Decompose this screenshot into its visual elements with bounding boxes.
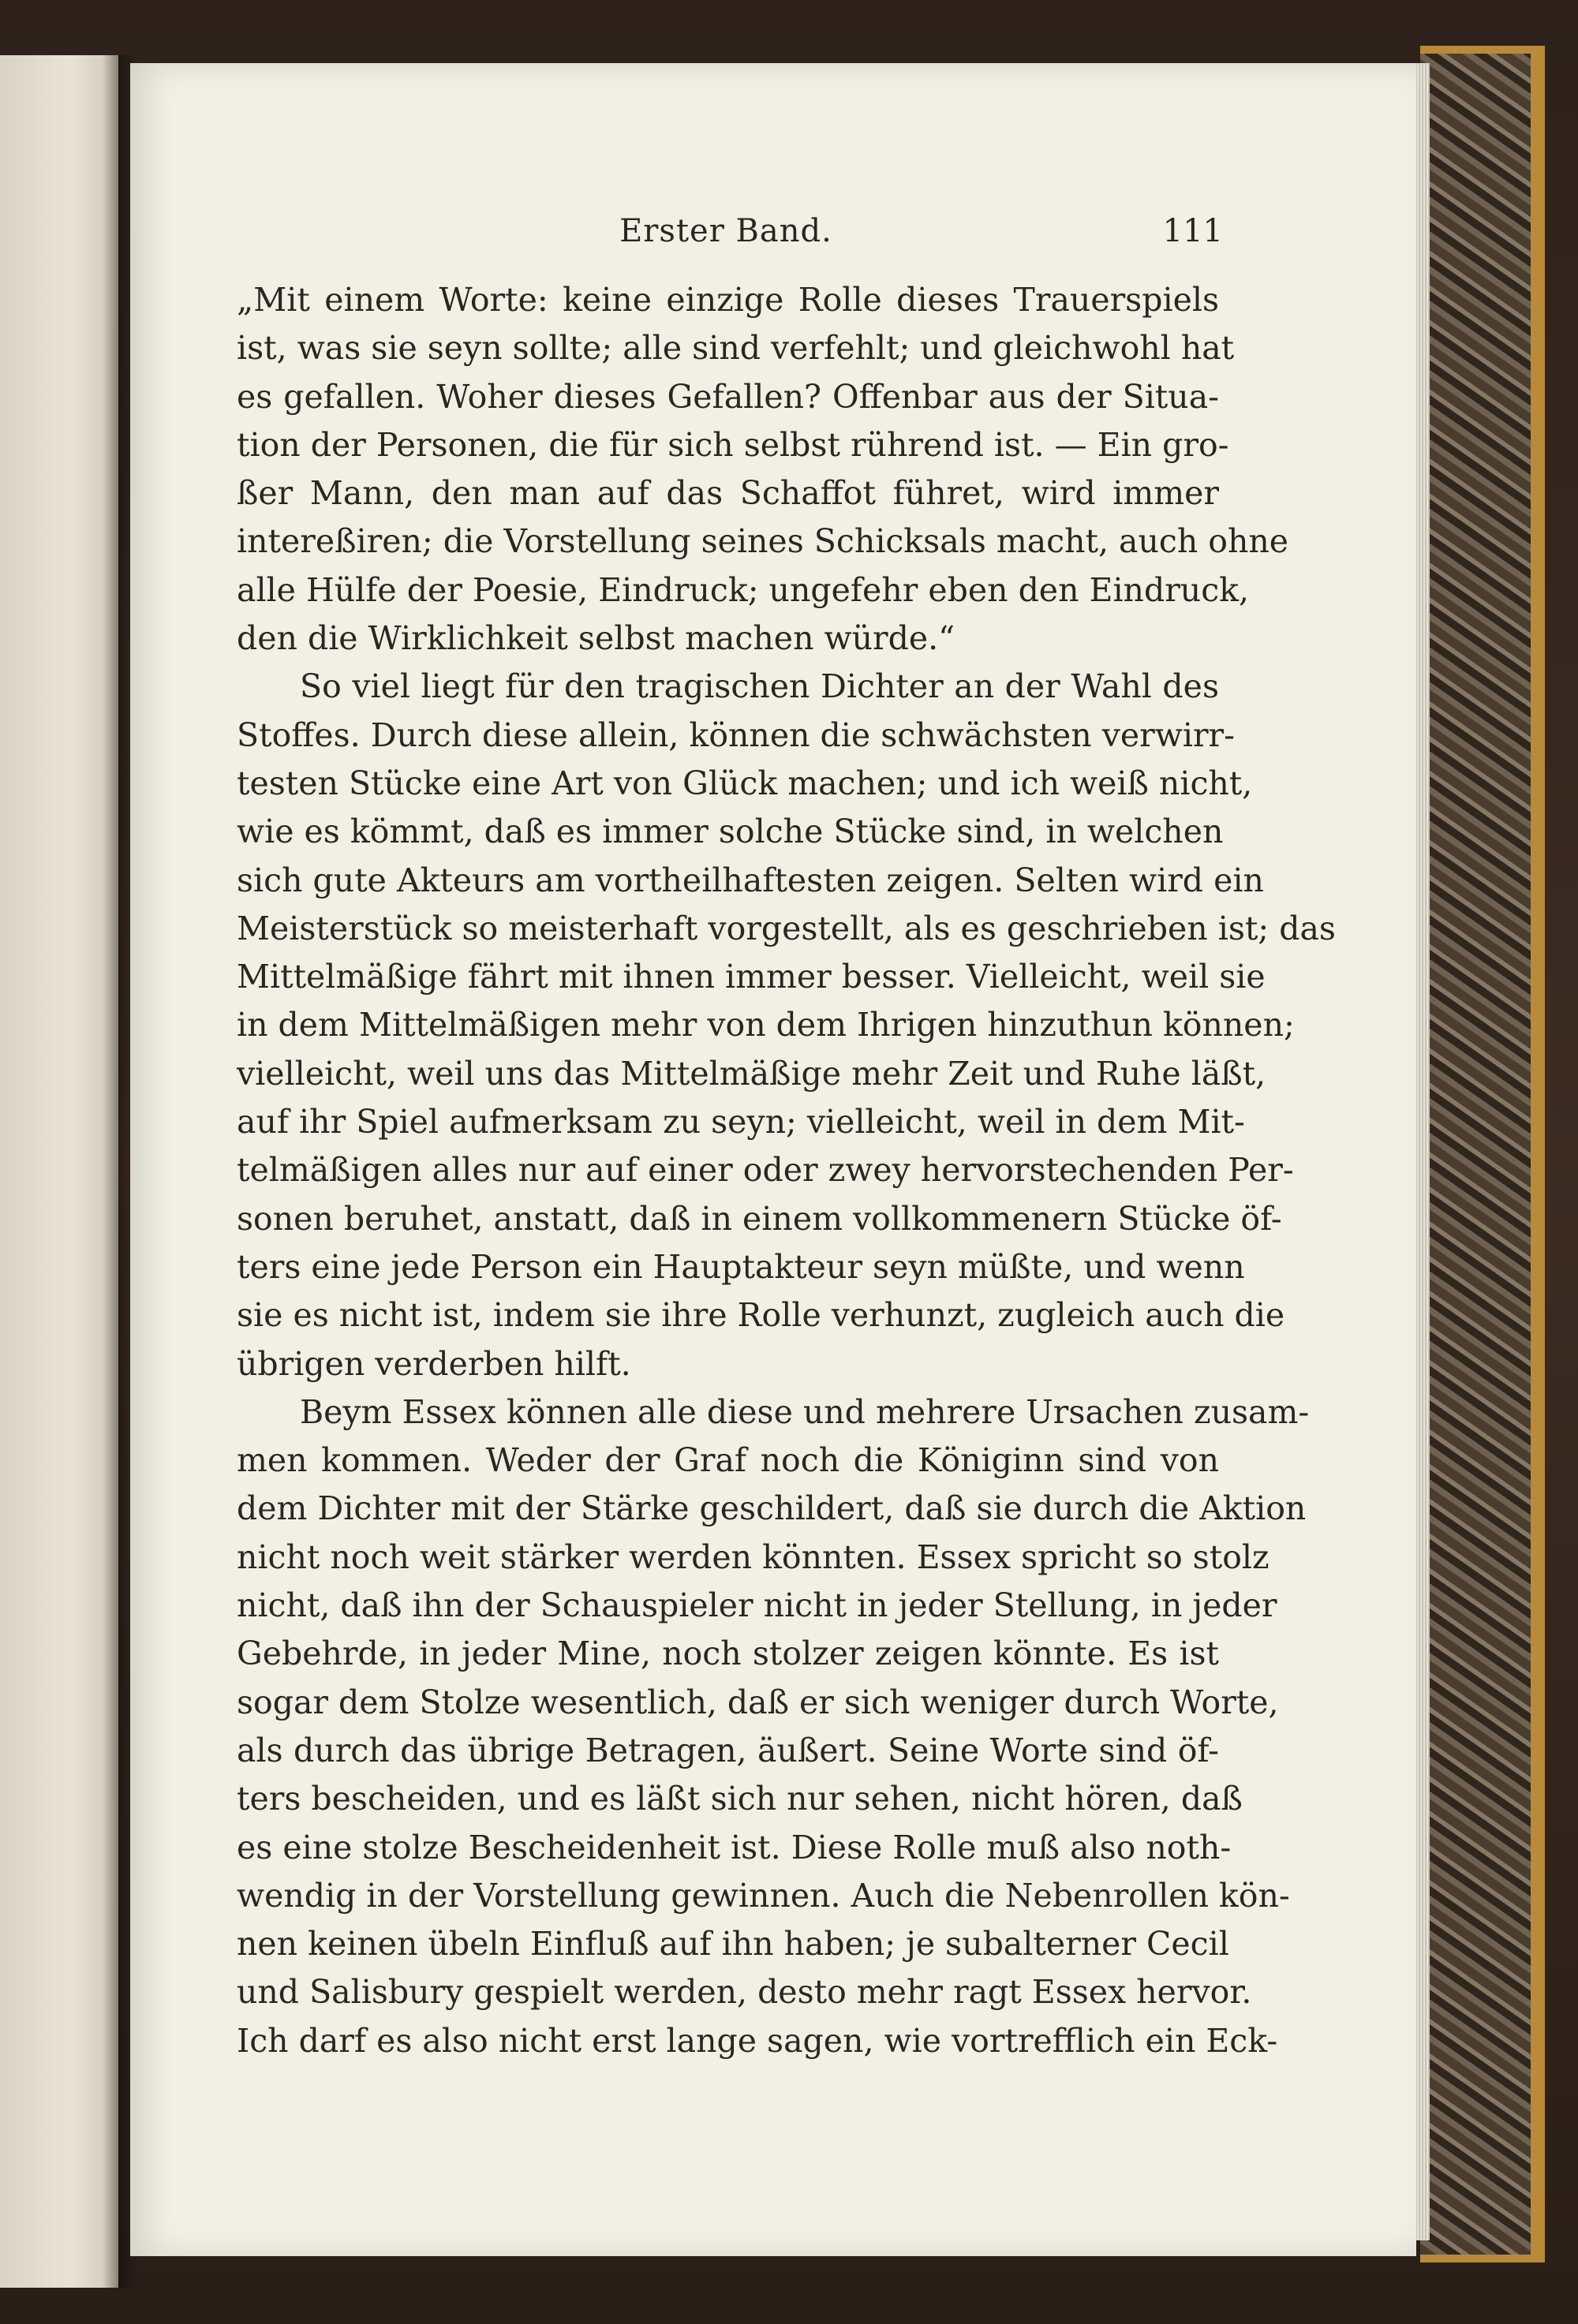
text-line: es gefallen. Woher dieses Gefallen? Offenbar aus der Situa- [237, 377, 1219, 416]
text-line: ters bescheiden, und es läßt sich nur sehen, nicht hören, daß [237, 1780, 1243, 1818]
text-line: sich gute Akteurs am vortheilhaftesten zeigen. Selten wird ein [237, 861, 1264, 899]
text-line: ist, was sie seyn sollte; alle sind verfehlt; und gleichwohl hat [237, 329, 1235, 368]
text-line: Gebehrde, in jeder Mine, noch stolzer zeigen könnte. Es ist [237, 1635, 1219, 1673]
page-number: 111 [1162, 213, 1223, 249]
text-line: sogar dem Stolze wesentlich, daß er sich weniger durch Worte, [237, 1683, 1279, 1721]
text-line: Stoffes. Durch diese allein, können die schwächsten verwirr- [237, 716, 1236, 754]
text-line: „Mit einem Worte: keine einzige Rolle dieses Trauerspiels [237, 281, 1219, 319]
text-line: sie es nicht ist, indem sie ihre Rolle verhunzt, zugleich auch die [237, 1296, 1285, 1335]
marbled-book-cover [1420, 46, 1545, 2262]
text-line: Mittelmäßige fährt mit ihnen immer besser. Vielleicht, weil sie [237, 958, 1266, 996]
text-line: So viel liegt für den tragischen Dichter an der Wahl des [300, 667, 1219, 706]
text-line: als durch das übrige Betragen, äußert. Seine Worte sind öf- [237, 1731, 1219, 1769]
text-line: wendig in der Vorstellung gewinnen. Auch die Nebenrollen kön- [237, 1876, 1290, 1915]
text-line: auf ihr Spiel aufmerksam zu seyn; vielleicht, weil in dem Mit- [237, 1103, 1245, 1141]
text-line: übrigen verderben hilft. [237, 1344, 631, 1383]
text-line: dem Dichter mit der Stärke geschildert, daß sie durch die Aktion [237, 1489, 1307, 1528]
text-line: wie es kömmt, daß es immer solche Stücke sind, in welchen [237, 813, 1224, 851]
text-line: nen keinen übeln Einfluß auf ihn haben; je subalterner Cecil [237, 1925, 1229, 1963]
text-line: nicht, daß ihn der Schauspieler nicht in jeder Stellung, in jeder [237, 1586, 1277, 1625]
book-gutter [103, 55, 134, 2288]
running-head-title: Erster Band. [619, 213, 832, 249]
text-line: Ich darf es also nicht erst lange sagen, wie vortrefflich ein Eck- [237, 2021, 1278, 2060]
text-line: intereßiren; die Vorstellung seines Schicksals macht, auch ohne [237, 522, 1289, 561]
text-line: telmäßigen alles nur auf einer oder zwey hervorstechenden Per- [237, 1151, 1294, 1190]
text-line: und Salisbury gespielt werden, desto mehr ragt Essex hervor. [237, 1973, 1252, 2012]
text-line: es eine stolze Bescheidenheit ist. Diese Rolle muß also noth- [237, 1828, 1232, 1866]
text-line: sonen beruhet, anstatt, daß in einem vollkommenern Stücke öf- [237, 1199, 1282, 1238]
text-line: in dem Mittelmäßigen mehr von dem Ihrigen hinzuthun können; [237, 1006, 1295, 1044]
running-header [237, 213, 1223, 260]
body-text [237, 276, 1336, 2065]
text-line: men kommen. Weder der Graf noch die Königinn sind von [237, 1441, 1219, 1480]
text-line: alle Hülfe der Poesie, Eindruck; ungefehr eben den Eindruck, [237, 570, 1250, 609]
facing-page-edge [0, 55, 118, 2288]
text-line: ßer Mann, den man auf das Schaffot führet, wird immer [237, 474, 1219, 513]
text-line: testen Stücke eine Art von Glück machen; und ich weiß nicht, [237, 764, 1253, 802]
text-line: nicht noch weit stärker werden könnten. Essex spricht so stolz [237, 1538, 1270, 1576]
text-line: Beym Essex können alle diese und mehrere Ursachen zusam- [300, 1392, 1310, 1431]
text-line: tion der Personen, die für sich selbst rührend ist. — Ein gro- [237, 425, 1229, 464]
text-line: ters eine jede Person ein Hauptakteur seyn müßte, und wenn [237, 1247, 1245, 1286]
text-line: den die Wirklichkeit selbst machen würde.“ [237, 619, 955, 658]
text-line: Meisterstück so meisterhaft vorgestellt, als es geschrieben ist; das [237, 909, 1336, 947]
text-line: vielleicht, weil uns das Mittelmäßige mehr Zeit und Ruhe läßt, [237, 1054, 1266, 1093]
